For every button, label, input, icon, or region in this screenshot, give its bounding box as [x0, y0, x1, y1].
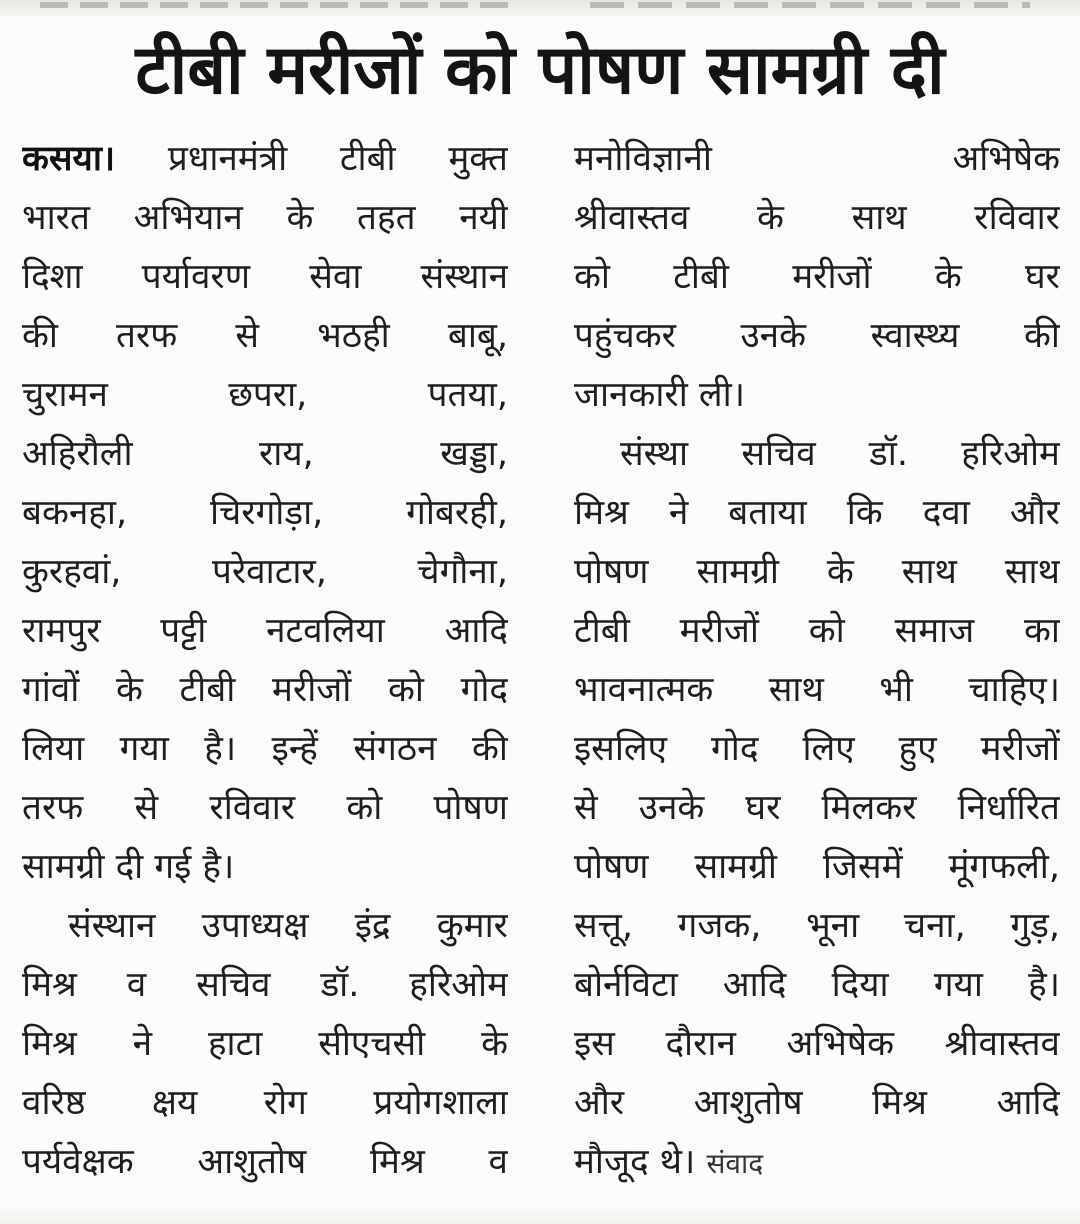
article-body — [22, 130, 1060, 1200]
text-line: की तरफ से भठही बाबू, — [22, 316, 508, 356]
text-line: कसया। प्रधानमंत्री टीबी मुक्त — [22, 139, 508, 179]
text-line: पर्यवेक्षक आशुतोष मिश्र व — [22, 1142, 508, 1182]
text-line: भावनात्मक साथ भी चाहिए। — [574, 670, 1060, 710]
column-right — [574, 130, 1060, 1200]
text-line: इसलिए गोद लिए हुए मरीजों — [574, 729, 1060, 769]
text-line: और आशुतोष मिश्र आदि — [574, 1083, 1060, 1123]
text-line: वरिष्ठ क्षय रोग प्रयोगशाला — [22, 1083, 508, 1123]
text-line: बोर्नविटा आदि दिया गया है। — [574, 965, 1060, 1005]
text-line: चुरामन छपरा, पतया, — [22, 375, 508, 415]
text-line: से उनके घर मिलकर निर्धारित — [574, 788, 1060, 828]
text-line: मौजूद थे। संवाद — [574, 1142, 764, 1182]
text-line: मिश्र ने बताया कि दवा और — [574, 493, 1060, 533]
text-line: दिशा पर्यावरण सेवा संस्थान — [22, 257, 508, 297]
page-edge — [0, 1206, 1080, 1224]
text-line: टीबी मरीजों को समाज का — [574, 611, 1060, 651]
article-headline: टीबी मरीजों को पोषण सामग्री दी — [135, 31, 945, 110]
text-line: रामपुर पट्टी नटवलिया आदि — [22, 611, 508, 651]
text-line: श्रीवास्तव के साथ रविवार — [574, 198, 1060, 238]
text-line: पहुंचकर उनके स्वास्थ्य की — [574, 316, 1060, 356]
text-line: संस्थान उपाध्यक्ष इंद्र कुमार — [68, 906, 508, 946]
column-left — [22, 130, 508, 1200]
text-line: सत्तू, गजक, भूना चना, गुड़, — [574, 906, 1060, 946]
text-line: कुरहवां, परेवाटार, चेगौना, — [22, 552, 508, 592]
text-line: लिया गया है। इन्हें संगठन की — [22, 729, 508, 769]
text-line: मिश्र व सचिव डॉ. हरिओम — [22, 965, 508, 1005]
text-line: जानकारी ली। — [574, 375, 745, 415]
text-line: गांवों के टीबी मरीजों को गोद — [22, 670, 508, 710]
text-line: अहिरौली राय, खड्डा, — [22, 434, 508, 474]
text-line: पोषण सामग्री जिसमें मूंगफली, — [574, 847, 1060, 887]
text-line: मिश्र ने हाटा सीएचसी के — [22, 1024, 508, 1064]
news-credit: संवाद — [706, 1147, 764, 1180]
text-line: इस दौरान अभिषेक श्रीवास्तव — [574, 1024, 1060, 1064]
text-line: तरफ से रविवार को पोषण — [22, 788, 508, 828]
text-line: पोषण सामग्री के साथ साथ — [574, 552, 1060, 592]
text-line: संस्था सचिव डॉ. हरिओम — [620, 434, 1060, 474]
text-line: बकनहा, चिरगोड़ा, गोबरही, — [22, 493, 508, 533]
text-line: सामग्री दी गई है। — [22, 847, 235, 887]
dateline: कसया। — [22, 139, 116, 179]
previous-article-fragment — [0, 0, 1080, 16]
text-line: को टीबी मरीजों के घर — [574, 257, 1060, 297]
text-line: मनोविज्ञानी अभिषेक — [574, 139, 1060, 179]
text-line: भारत अभियान के तहत नयी — [22, 198, 508, 238]
